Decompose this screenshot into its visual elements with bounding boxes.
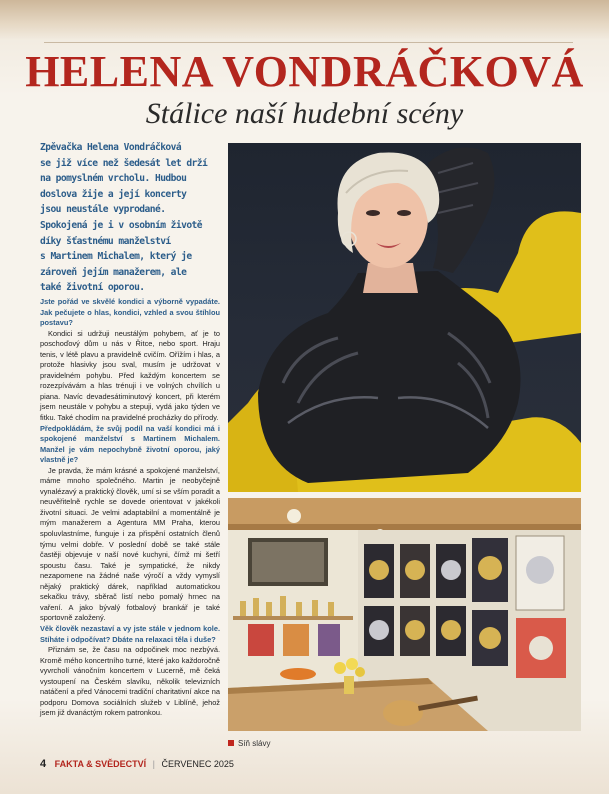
page-number: 4 [40,758,47,770]
page-footer [40,758,234,770]
article-lead [40,140,226,296]
interview-question: Jste pořád ve skvělé kondici a výborně vypadáte. Jak pečujete o hlas, kondici, vzhled a svou štíhlou postavu? [40,297,220,328]
interview-question: Věk člověk nezastaví a vy jste stále v jednom kole. Stíháte i odpočívat? Dbáte na relaxaci těla i duše? [40,623,220,644]
article-subhead: Stálice naší hudební scény [145,97,464,130]
interview-answer: Přiznám se, že času na odpočinek moc nezbývá. Kromě mého koncertního turné, které jako každoročně vyvrcholí vánočním koncertem v Lucerně, mě čeká vystoupení na Českém slavíku, několik televizních natáčení a před Vánocemi tradiční charitativní akce na podporu Domova sociálních služeb v Liblíně, jehož jsem již dvanáctým rokem patronkou. [40,645,220,718]
article-body [40,297,220,719]
photo-caption [228,739,270,748]
interview-answer: Kondici si udržuji neustálým pohybem, ať je to poschoďový dům u nás v Řitce, nebo sport. Hraju tenis, v létě plavu a pravidelně cvičím. Ořížím i hlas, a protože hlasivky jsou sval, musím je udržovat v pravidelném pohybu. Před každým koncertem se rozezpívávám a hlas trénuji i ve volných chvílích u piana. Navíc devadesátiminutový koncert, při kterém jsem neustále v pohybu a stepuji, vydá jako týden ve fitku. Také chodím na pravidelné procházky do přírody. [40,328,220,423]
lead-line: jsou neustále vyprodané. [40,204,166,216]
caption-text: Síň slávy [238,739,271,748]
torn-paper-edge [0,0,609,40]
lead-line: doslova žije a její koncerty [40,188,187,200]
caption-marker [228,740,234,746]
lead-line: na pomyslném vrcholu. Hudbou [40,173,187,185]
article-headline: HELENA VONDRÁČKOVÁ [25,47,584,96]
lead-line: Zpěvačka Helena Vondráčková [40,142,182,153]
lead-line: zároveň jejím manažerem, ale [40,266,187,278]
lead-line: s Martinem Michalem, který je [40,251,192,263]
issue-date: ČERVENEC 2025 [161,759,234,769]
top-rule [44,42,573,43]
interview-answer: Je pravda, že mám krásné a spokojené manželství, máme mnoho společného. Martin je neobyčejně vynalézavý a praktický člověk, umí si se vším poradit a neuvěřitelně rychle se dovede orientovat v jakékoli životní situaci. Je velmi adaptabilní a momentálně je mým manažerem a Agentura MM Praha, kterou spoluvlastníme, funguje i za přispění ostatních členů týmu velmi dobře. V poslední době se také stále častěji objevuje v naší nové kuchyni, čímž mi šetří spoustu času. Také je sympatické, že nikdy nezapomene na žádné naše výročí a vždy vymyslí nějaký praktický dárek, například automatickou sekačku trávy, sběrač listí nebo pomalý hrnec na vaření. A jako bývalý fotbalový brankář je také sportovně založený. [40,465,220,623]
footer-separator: | [152,759,156,769]
portrait-photo [228,143,581,492]
lead-line: také životní oporou. [40,282,145,294]
magazine-name: FAKTA & SVĚDECTVÍ [54,759,147,769]
lead-line: Spokojená je i v osobním životě [40,219,203,231]
lead-line: díky šťastnému manželství [40,235,171,247]
hall-of-fame-photo [228,498,581,731]
interview-question: Předpokládám, že svůj podíl na vaší kondici má i spokojené manželství s Martinem Michalem. Manžel je vám nepochybně životní oporou, jaký vlastně je? [40,423,220,465]
lead-line: se již více než šedesát let drží [40,157,208,169]
